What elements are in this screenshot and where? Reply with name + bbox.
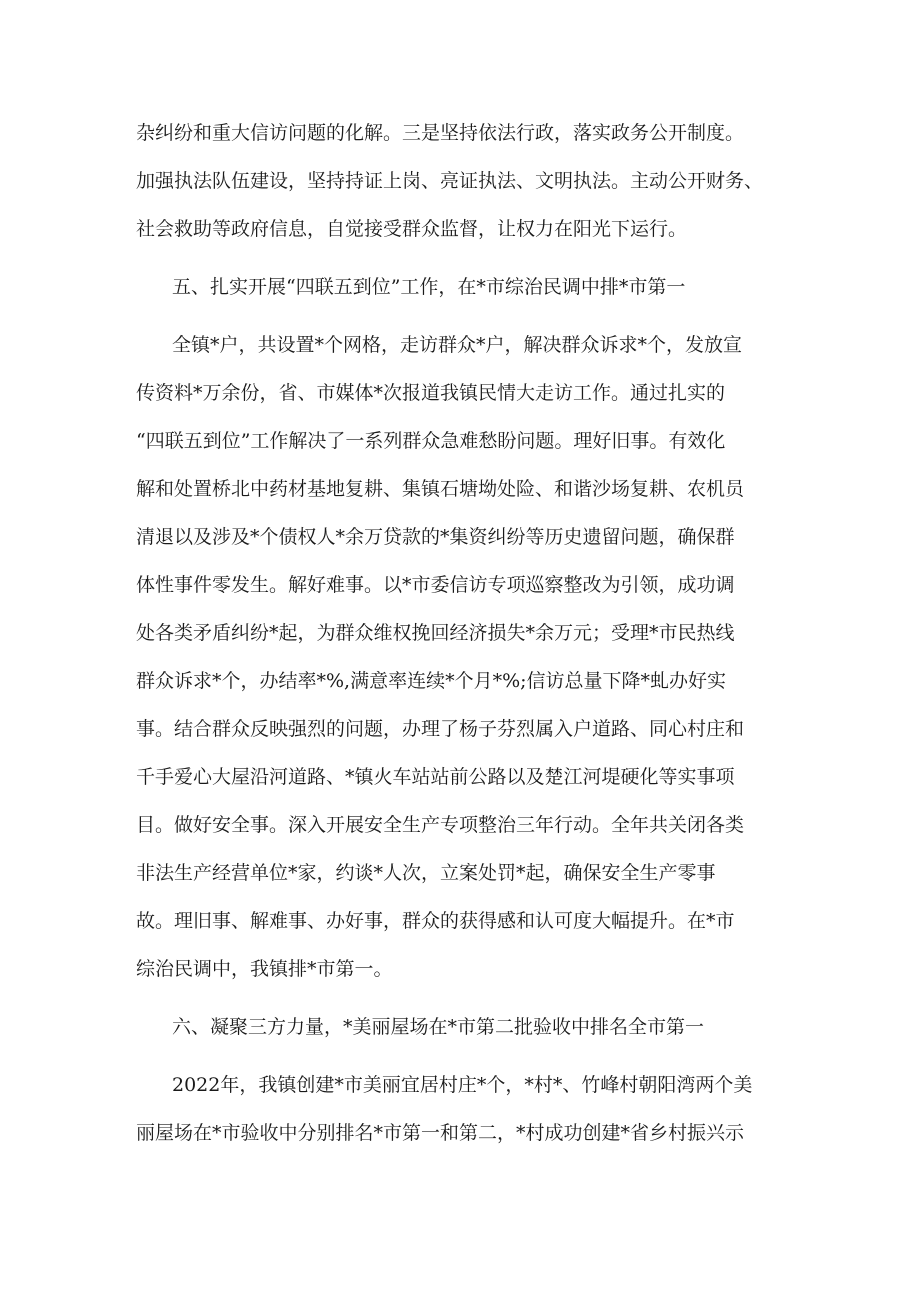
paragraph-line: 事。结合群众反映强烈的问题，办理了杨子芬烈属入户道路、同心村庄和 [136,718,745,740]
paragraph-line: 杂纠纷和重大信访问题的化解。三是坚持依法行政，落实政务公开制度。 [136,122,745,144]
paragraph-line: 非法生产经营单位*家，约谈*人次，立案处罚*起，确保安全生产零事 [136,862,716,884]
paragraph-line: 千手爱心大屋沿河道路、*镇火车站站前公路以及楚江河堤硬化等实事项 [136,766,735,788]
paragraph-line: 故。理旧事、解难事、办好事，群众的获得感和认可度大幅提升。在*市 [136,910,735,932]
paragraph-line: 传资料*万余份，省、市媒体*次报道我镇民情大走访工作。通过扎实的 [136,382,726,404]
paragraph-line: 目。做好安全事。深入开展安全生产专项整治三年行动。全年共关闭各类 [136,814,745,836]
paragraph-line: 清退以及涉及*个债权人*余万贷款的*集资纠纷等历史遗留问题，确保群 [136,526,735,548]
paragraph-line: 解和处置桥北中药材基地复耕、集镇石塘坳处险、和谐沙场复耕、农机员 [136,478,745,500]
paragraph-line: 综治民调中，我镇排*市第一。 [136,958,393,980]
paragraph-line: 加强执法队伍建设，坚持持证上岗、亮证执法、文明执法。主动公开财务、 [136,170,764,192]
section-heading: 五、扎实开展“四联五到位”工作，在*市综治民调中排*市第一 [172,276,686,298]
paragraph-line: “四联五到位”工作解决了一系列群众急难愁盼问题。理好旧事。有效化 [136,430,726,452]
paragraph-line: 群众诉求*个，办结率*%,满意率连续*个月*%;信访总量下降*虬办好实 [136,670,727,692]
paragraph-line: 处各类矛盾纠纷*起，为群众维权挽回经济损失*余万元；受理*市民热线 [136,622,735,644]
paragraph-line: 丽屋场在*市验收中分别排名*市第一和第二，*村成功创建*省乡村振兴示 [136,1122,745,1144]
paragraph-line: 社会救助等政府信息，自觉接受群众监督，让权力在阳光下运行。 [136,218,688,240]
paragraph-line: 全镇*户，共设置*个网格，走访群众*户，解决群众诉求*个，发放宣 [172,334,743,356]
paragraph-line: 体性事件零发生。解好难事。以*市委信访专项巡察整改为引领，成功调 [136,574,735,596]
section-heading: 六、凝聚三方力量，*美丽屋场在*市第二批验收中排名全市第一 [172,1016,705,1038]
paragraph-line: 2022年，我镇创建*市美丽宜居村庄*个，*村*、竹峰村朝阳湾两个美 [172,1074,753,1096]
